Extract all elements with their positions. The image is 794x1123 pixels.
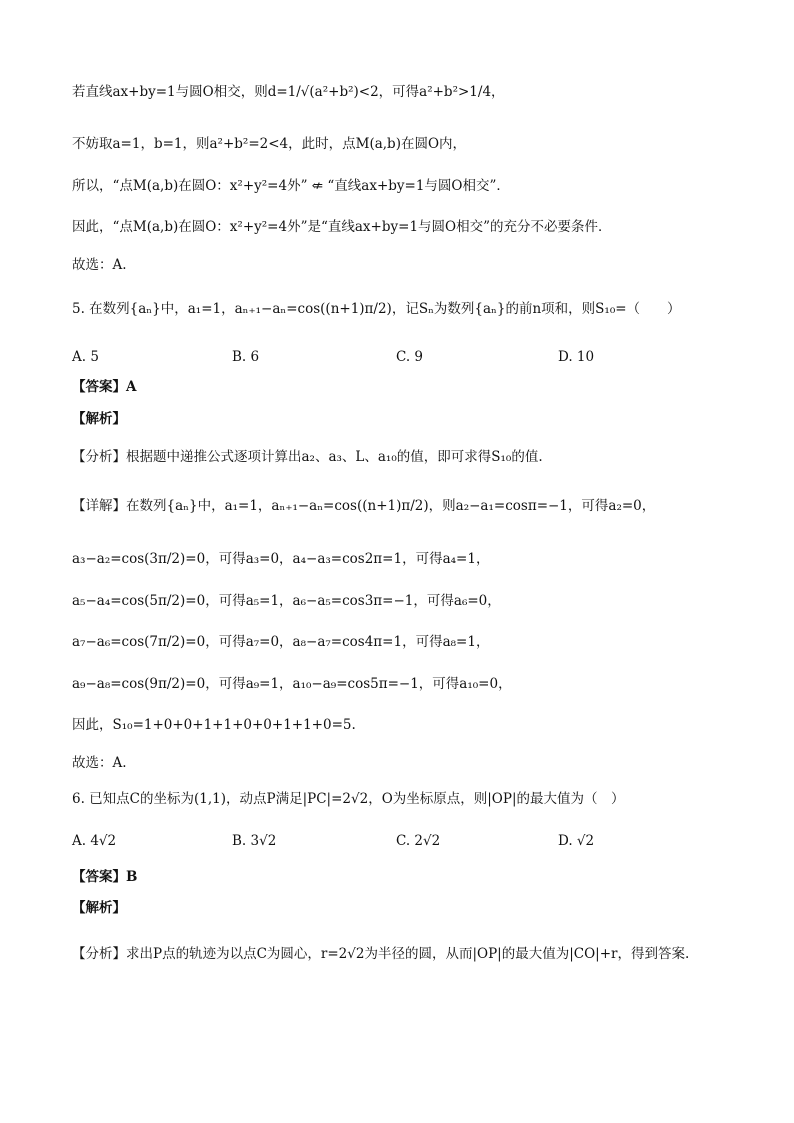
q6-option-a: A. 4√2 bbox=[72, 833, 117, 849]
q5-analysis: 【分析】根据题中递推公式逐项计算出a₂、a₃、L、a₁₀的值，即可求得S₁₀的值. bbox=[72, 449, 543, 465]
q5-analysis-header: 【解析】 bbox=[72, 411, 126, 427]
q5-detail-1: 【详解】在数列{aₙ}中，a₁=1，aₙ₊₁−aₙ=cos((n+1)π/2)，则a₂−a₁=cosπ=−1，可得a₂=0， bbox=[72, 498, 656, 514]
q5-detail-2: a₃−a₂=cos(3π/2)=0，可得a₃=0，a₄−a₃=cos2π=1，可得a₄=1， bbox=[72, 551, 490, 567]
q5-option-a: A. 5 bbox=[72, 349, 99, 365]
q5-detail-3: a₅−a₄=cos(5π/2)=0，可得a₅=1，a₆−a₅=cos3π=−1，可得a₆=0， bbox=[72, 593, 501, 609]
text-line-conclusion: 因此，“点M(a,b)在圆O：x²+y²=4外”是“直线ax+by=1与圆O相交”的充分不必要条件． bbox=[72, 219, 612, 235]
text-line-choose-a: 故选：A. bbox=[72, 257, 127, 273]
q5-option-d: D. 10 bbox=[558, 349, 595, 365]
q6-option-b: B. 3√2 bbox=[232, 833, 277, 849]
text-line-counterexample: 不妨取a=1，b=1，则a²+b²=2<4，此时，点M(a,b)在圆O内， bbox=[72, 136, 467, 152]
q5-choose: 故选：A. bbox=[72, 755, 127, 771]
q5-option-b: B. 6 bbox=[232, 349, 260, 365]
q6-option-c: C. 2√2 bbox=[396, 833, 441, 849]
q5-detail-4: a₇−a₆=cos(7π/2)=0，可得a₇=0，a₈−a₇=cos4π=1，可得a₈=1， bbox=[72, 634, 490, 650]
q5-detail-5: a₉−a₈=cos(9π/2)=0，可得a₉=1，a₁₀−a₉=cos5π=−1，可得a₁₀=0， bbox=[72, 676, 512, 692]
q5-sum: 因此，S₁₀=1+0+0+1+1+0+0+1+1+0=5. bbox=[72, 717, 356, 733]
q6-option-d: D. √2 bbox=[558, 833, 595, 849]
q5-option-c: C. 9 bbox=[396, 349, 424, 365]
q6-analysis-header: 【解析】 bbox=[72, 900, 126, 916]
text-line-intersect-condition: 若直线ax+by=1与圆O相交，则d=1/√(a²+b²)<2，可得a²+b²>1/4， bbox=[72, 84, 505, 100]
q6-answer: 【答案】B bbox=[72, 869, 138, 885]
q6-analysis: 【分析】求出P点的轨迹为以点C为圆心，r=2√2为半径的圆，从而|OP|的最大值为|CO|+r，得到答案. bbox=[72, 946, 690, 962]
question-6-stem: 6. 已知点C的坐标为(1,1)，动点P满足|PC|=2√2，O为坐标原点，则|OP|的最大值为（ ） bbox=[72, 791, 625, 807]
question-5-stem: 5. 在数列{aₙ}中，a₁=1，aₙ₊₁−aₙ=cos((n+1)π/2)，记Sₙ为数列{aₙ}的前n项和，则S₁₀=（ ） bbox=[72, 301, 681, 317]
text-line-not-implies: 所以，“点M(a,b)在圆O：x²+y²=4外” ⇍ “直线ax+by=1与圆O相交”． bbox=[72, 178, 510, 194]
q5-answer: 【答案】A bbox=[72, 379, 137, 395]
